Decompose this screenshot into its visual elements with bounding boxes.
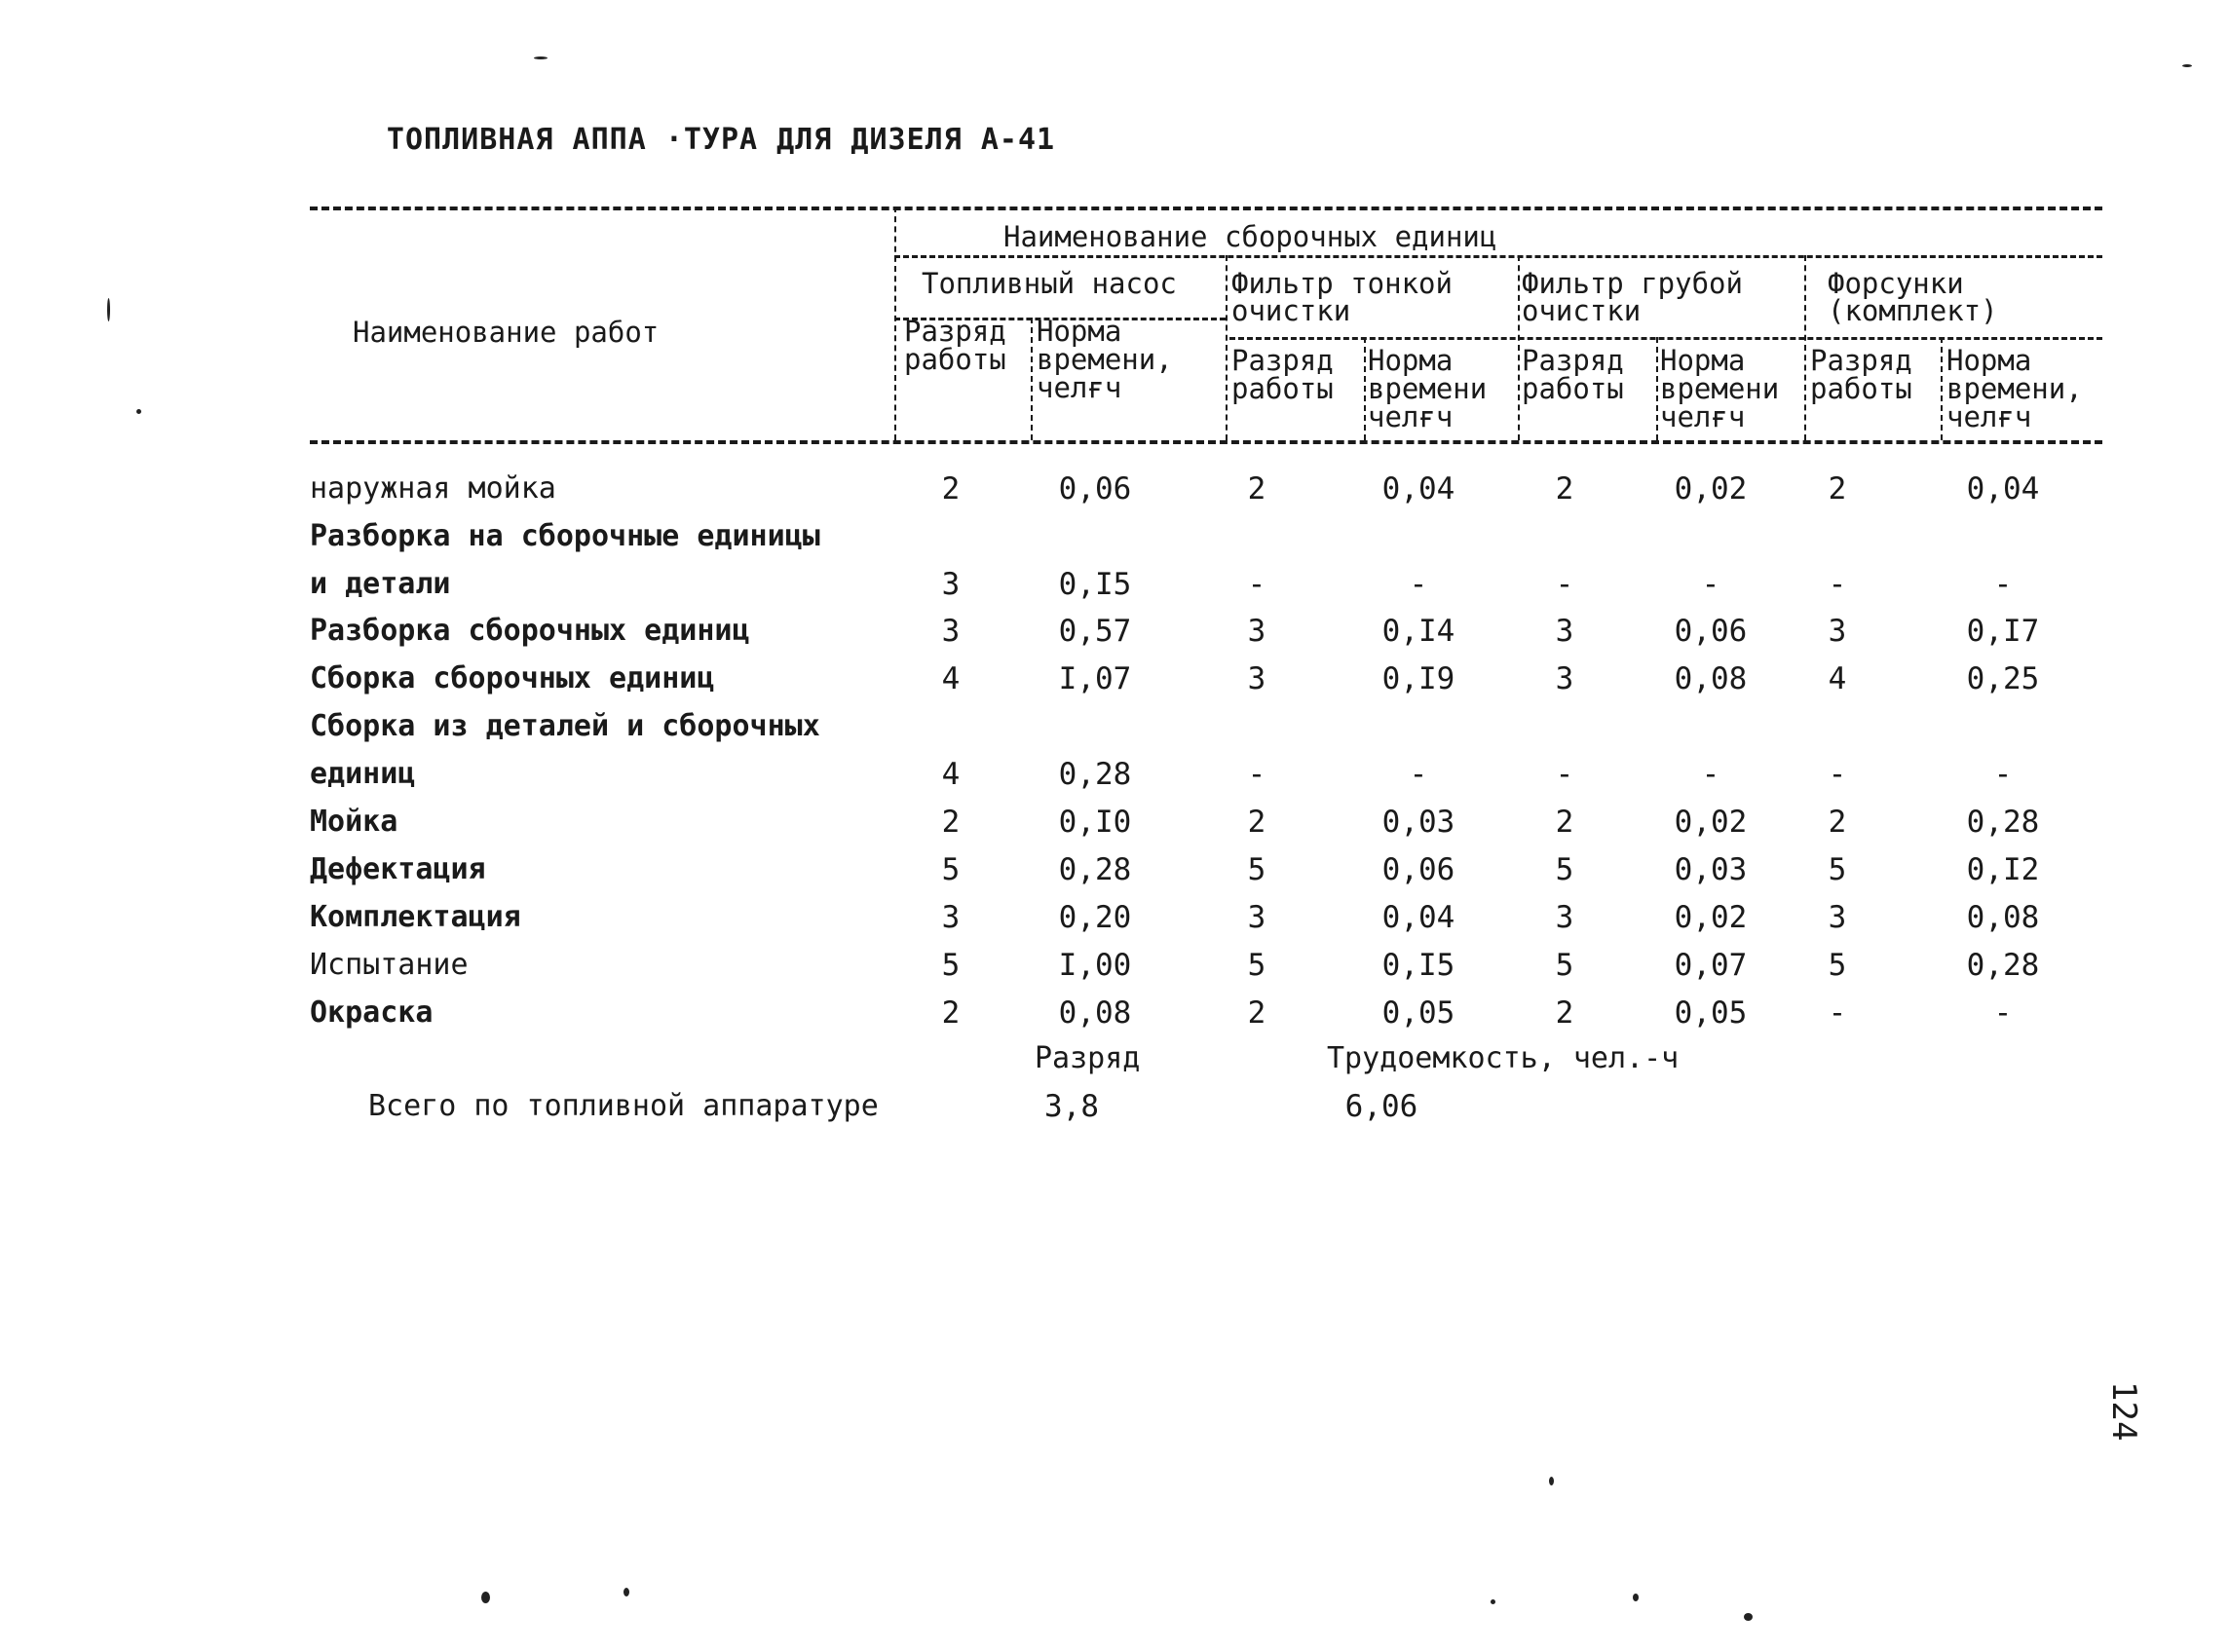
table-cell: 3 — [1555, 661, 1574, 696]
table-cell: 2 — [1247, 805, 1266, 840]
unit-name-fine-filter: Фильтр тонкой — [1231, 267, 1453, 300]
pump-rank-header: Разряд работы — [904, 315, 1006, 376]
table-cell: I,00 — [1058, 948, 1132, 983]
table-cell: 4 — [941, 757, 961, 792]
table-cell: 5 — [1828, 852, 1847, 887]
table-cell: 0,28 — [1966, 948, 2040, 983]
totals-row-label: Всего по топливной аппаратуре — [368, 1089, 879, 1123]
table-cell: 2 — [1828, 805, 1847, 840]
col-divider-injectors-inner — [1941, 337, 1943, 440]
coarse-filter-rank-header: Разряд работы — [1522, 344, 1624, 405]
table-cell: 0,I5 — [1058, 567, 1132, 602]
scan-speck — [1491, 1599, 1495, 1604]
table-cell: 2 — [1555, 471, 1574, 507]
row-label: Разборка сборочных единиц — [310, 614, 750, 648]
table-cell: 0,I5 — [1381, 948, 1455, 983]
table-cell: - — [1828, 995, 1847, 1031]
table-cell: - — [1555, 567, 1574, 602]
table-cell: 3 — [1828, 900, 1847, 935]
fine-filter-norm-header: Норма времени челғч — [1368, 344, 1488, 433]
scan-speck — [481, 1592, 490, 1603]
table-cell: 5 — [1555, 948, 1574, 983]
table-cell: 0,28 — [1058, 852, 1132, 887]
table-cell: - — [1828, 757, 1847, 792]
row-label: Дефектация — [310, 852, 486, 886]
row-label: единиц — [310, 757, 416, 791]
table-cell: 2 — [1555, 995, 1574, 1031]
table-cell: 2 — [941, 471, 961, 507]
table-cell: 0,06 — [1381, 852, 1455, 887]
row-label: Сборка из деталей и сборочных — [310, 709, 820, 743]
table-cell: 0,06 — [1674, 614, 1748, 649]
injectors-rank-header: Разряд работы — [1810, 344, 1912, 405]
table-cell: 0,02 — [1674, 471, 1748, 507]
group-header-rule — [894, 255, 2102, 258]
scan-speck — [1549, 1477, 1554, 1485]
table-top-rule — [310, 206, 2102, 210]
table-cell: 5 — [941, 948, 961, 983]
table-cell: 5 — [1247, 852, 1266, 887]
table-cell: 0,I4 — [1381, 614, 1455, 649]
table-cell: - — [1993, 757, 2013, 792]
unit-header-rule-2 — [1229, 337, 2102, 340]
unit-name-coarse-filter-2: очистки — [1522, 294, 1642, 327]
table-cell: 2 — [1555, 805, 1574, 840]
table-cell: - — [1701, 567, 1720, 602]
table-cell: 5 — [1555, 852, 1574, 887]
fine-filter-rank-header: Разряд работы — [1231, 344, 1334, 405]
col-divider-injectors — [1804, 255, 1806, 440]
table-cell: 0,08 — [1058, 995, 1132, 1031]
table-cell: - — [1247, 757, 1266, 792]
table-cell: 0,28 — [1058, 757, 1132, 792]
table-cell: - — [1409, 757, 1428, 792]
page-title: ТОПЛИВНАЯ АППА ·ТУРА ДЛЯ ДИЗЕЛЯ А-41 — [386, 123, 1056, 157]
table-cell: 3 — [941, 567, 961, 602]
totals-labor-value: 6,06 — [1344, 1089, 1418, 1124]
table-cell: I,07 — [1058, 661, 1132, 696]
table-cell: 0,02 — [1674, 805, 1748, 840]
table-cell: 0,03 — [1381, 805, 1455, 840]
table-cell: 3 — [1247, 614, 1266, 649]
totals-rank-value: 3,8 — [1044, 1089, 1099, 1124]
col-divider-coarse — [1518, 255, 1520, 440]
table-cell: 2 — [1247, 995, 1266, 1031]
table-cell: 3 — [1247, 661, 1266, 696]
col-divider-fine-inner — [1364, 337, 1366, 440]
row-label: Комплектация — [310, 900, 521, 934]
table-cell: 2 — [941, 995, 961, 1031]
scan-speck — [623, 1588, 629, 1596]
pump-norm-header: Норма времени, челғч — [1037, 315, 1173, 404]
table-cell: 2 — [1828, 471, 1847, 507]
injectors-norm-header: Норма времени, челғч — [1946, 344, 2083, 433]
table-cell: 0,I9 — [1381, 661, 1455, 696]
table-cell: 3 — [1555, 900, 1574, 935]
table-cell: 2 — [1247, 471, 1266, 507]
row-label: и детали — [310, 567, 451, 601]
table-cell: 5 — [941, 852, 961, 887]
header-bottom-rule — [310, 440, 2102, 444]
table-cell: 2 — [941, 805, 961, 840]
coarse-filter-norm-header: Норма времени челғч — [1660, 344, 1780, 433]
totals-labor-label: Трудоемкость, чел.-ч — [1327, 1041, 1680, 1075]
table-cell: 0,I0 — [1058, 805, 1132, 840]
col-divider-coarse-inner — [1656, 337, 1658, 440]
table-cell: - — [1993, 995, 2013, 1031]
table-cell: 3 — [1247, 900, 1266, 935]
assembly-units-header: Наименование сборочных единиц — [1003, 220, 1497, 253]
table-cell: 4 — [941, 661, 961, 696]
table-cell: 0,05 — [1674, 995, 1748, 1031]
table-cell: - — [1247, 567, 1266, 602]
scan-speck — [107, 298, 110, 321]
table-cell: - — [1993, 567, 2013, 602]
col-divider-fine — [1226, 255, 1228, 440]
scan-speck — [534, 56, 548, 59]
table-cell: - — [1828, 567, 1847, 602]
table-cell: 0,08 — [1966, 900, 2040, 935]
table-cell: 0,20 — [1058, 900, 1132, 935]
table-cell: - — [1701, 757, 1720, 792]
unit-name-injectors: Форсунки — [1828, 267, 1964, 300]
scan-speck — [1744, 1613, 1753, 1621]
table-cell: 3 — [1828, 614, 1847, 649]
table-cell: 0,06 — [1058, 471, 1132, 507]
unit-name-fine-filter-2: очистки — [1231, 294, 1351, 327]
works-column-header: Наименование работ — [353, 316, 660, 349]
table-cell: 5 — [1828, 948, 1847, 983]
table-cell: 0,04 — [1381, 471, 1455, 507]
table-cell: - — [1409, 567, 1428, 602]
row-label: Сборка сборочных единиц — [310, 661, 715, 695]
table-cell: 4 — [1828, 661, 1847, 696]
table-cell: 0,28 — [1966, 805, 2040, 840]
table-cell: 0,57 — [1058, 614, 1132, 649]
table-cell: 0,05 — [1381, 995, 1455, 1031]
unit-name-coarse-filter: Фильтр грубой — [1522, 267, 1743, 300]
row-label: Испытание — [310, 948, 469, 982]
row-label: наружная мойка — [310, 471, 556, 506]
table-cell: 0,07 — [1674, 948, 1748, 983]
row-label: Мойка — [310, 805, 398, 839]
table-cell: 0,I7 — [1966, 614, 2040, 649]
table-cell: 3 — [941, 614, 961, 649]
row-label: Окраска — [310, 995, 434, 1030]
scan-speck — [1633, 1594, 1639, 1601]
scan-speck — [2182, 64, 2192, 67]
table-cell: 0,I2 — [1966, 852, 2040, 887]
table-cell: 0,03 — [1674, 852, 1748, 887]
totals-rank-label: Разряд — [1035, 1041, 1141, 1075]
table-cell: 3 — [941, 900, 961, 935]
scan-speck — [136, 409, 141, 414]
col-divider-pump-inner — [1031, 318, 1033, 440]
col-divider-works — [894, 206, 896, 440]
table-cell: 0,25 — [1966, 661, 2040, 696]
table-cell: - — [1555, 757, 1574, 792]
unit-name-injectors-2: (комплект) — [1828, 294, 1998, 327]
table-cell: 3 — [1555, 614, 1574, 649]
table-cell: 0,04 — [1381, 900, 1455, 935]
table-cell: 0,02 — [1674, 900, 1748, 935]
unit-name-pump: Топливный насос — [922, 267, 1177, 300]
row-label: Разборка на сборочные единицы — [310, 519, 820, 553]
table-cell: 0,04 — [1966, 471, 2040, 507]
page-number: 124 — [2104, 1381, 2143, 1442]
table-cell: 0,08 — [1674, 661, 1748, 696]
table-cell: 5 — [1247, 948, 1266, 983]
